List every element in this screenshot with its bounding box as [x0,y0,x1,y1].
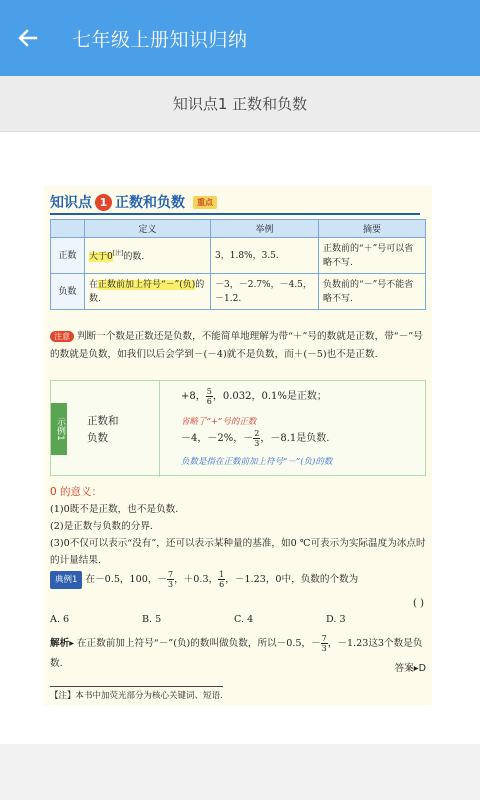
app-bar [0,0,480,76]
answer-blank: ( ) [413,598,424,609]
example-category [87,413,119,447]
summary-cell: 正数前的“＋”号可以省略不写. [319,238,426,274]
example-cell: 3，1.8%，3.5. [211,238,319,274]
text-span: －4，－2%，－ [181,433,254,444]
key-point-tag: 重点 [193,196,217,209]
fraction-numerator: 7 [321,634,327,643]
row-label: 负数 [51,274,85,310]
fraction-denominator: 6 [206,397,212,406]
example-negative-line [181,429,329,448]
note-mark: [注] [112,250,124,257]
text-span: ，－8.1是负数. [260,433,330,444]
text-span: ，－1.23这3个数是负数. [50,638,423,669]
fraction-denominator: 3 [254,439,260,448]
textbook-page-image [44,186,432,706]
definition-rest: 的数. [89,279,205,304]
zero-meaning-section [50,484,426,569]
choice-item: C. 4 [234,614,254,625]
fraction [321,634,328,653]
back-button[interactable] [0,0,56,76]
typical-example-question [50,570,426,589]
text-span: ，0.032，0.1%是正数； [212,391,327,402]
example-cell: －3，－2.7%，－4.5，－1.2. [211,274,319,310]
heading-text: 正数和负数 [115,195,185,211]
table-header-cell: 举例 [211,220,319,238]
choice-list [50,614,420,625]
table-header-cell: 定义 [85,220,211,238]
typical-example-tag: 典例1 [50,571,82,589]
example-box [50,380,426,476]
handwritten-annotation-blue: 负数是指在正数前加上符号“－”(负)的数 [181,457,333,467]
text-span: ，＋0.3， [174,574,219,585]
section-subtitle: 知识点1 正数和负数 [0,76,480,132]
analysis-paragraph [50,634,426,674]
heading-divider [50,213,420,215]
text-span: ，－1.23，0中，负数的个数为 [225,574,359,585]
answer-label: 答案▸D [394,663,426,674]
app-title: 七年级上册知识归纳 [72,28,248,51]
note-paragraph [50,328,426,364]
text-span: +8， [181,391,206,402]
definition-rest: 的数. [123,252,145,262]
table-header-row [51,220,426,238]
table-row [51,238,426,274]
highlight-text: 正数前加上符号“－”(负) [98,279,196,290]
table-row [51,274,426,310]
highlight-text: 大于0 [89,252,113,262]
heading-prefix: 知识点 [50,195,92,211]
footnote: 【注】本书中加荧光部分为核心关键词、短语. [50,686,223,701]
choice-item: A. 6 [50,614,70,625]
fraction-numerator: 7 [168,570,174,579]
category-line: 负数 [87,432,108,444]
definition-table [50,219,426,310]
choice-item: D. 3 [326,614,346,625]
zero-heading: 0 的意义： [50,486,103,498]
note-tag: 注意 [50,331,74,342]
arrow-left-icon [18,28,38,48]
fraction-denominator: 3 [168,580,174,589]
fraction-numerator: 5 [206,387,212,396]
bottom-bar [0,744,480,800]
fraction-denominator: 6 [219,580,225,589]
row-label: 正数 [51,238,85,274]
fraction-denominator: 3 [321,644,327,653]
fraction-numerator: 2 [254,429,260,438]
definition-pre: 在 [89,279,99,290]
category-line: 正数和 [87,415,119,427]
summary-cell: 负数前的“－”号不能省略不写. [319,274,426,310]
text-span: 在－0.5，100，－ [85,574,168,585]
heading-number-badge: 1 [95,194,112,211]
definition-cell [85,274,211,310]
table-header-cell [51,220,85,238]
zero-item: (2)是正数与负数的分界. [50,521,153,532]
example-label: 示例1 [51,403,67,455]
fraction [206,387,213,406]
content-area[interactable] [0,132,480,744]
text-span: ▸ 在正数前加上符号“－”(负)的数叫做负数，所以－0.5，－ [69,638,321,649]
note-text: 判断一个数是正数还是负数，不能简单地理解为带“＋”号的数就是正数，带“－”号的数就是负数，如我们以后会学到－(－4)就不是负数，而＋(－5)也不是正数. [50,331,423,360]
example-divider [159,381,160,477]
example-positive-line [181,387,327,406]
fraction-numerator: 1 [219,570,225,579]
analysis-label: 解析 [50,638,70,649]
table-header-cell: 摘要 [319,220,426,238]
zero-item: (3)0不仅可以表示“没有”，还可以表示某种量的基准，如0 ℃可表示为实际温度为冰点时的计量结果. [50,538,426,566]
handwritten-annotation-red: 省略了“+”号的正数 [181,417,257,427]
choice-item: B. 5 [142,614,162,625]
definition-cell [85,238,211,274]
zero-item: (1)0既不是正数，也不是负数. [50,504,179,515]
knowledge-heading [50,192,217,212]
